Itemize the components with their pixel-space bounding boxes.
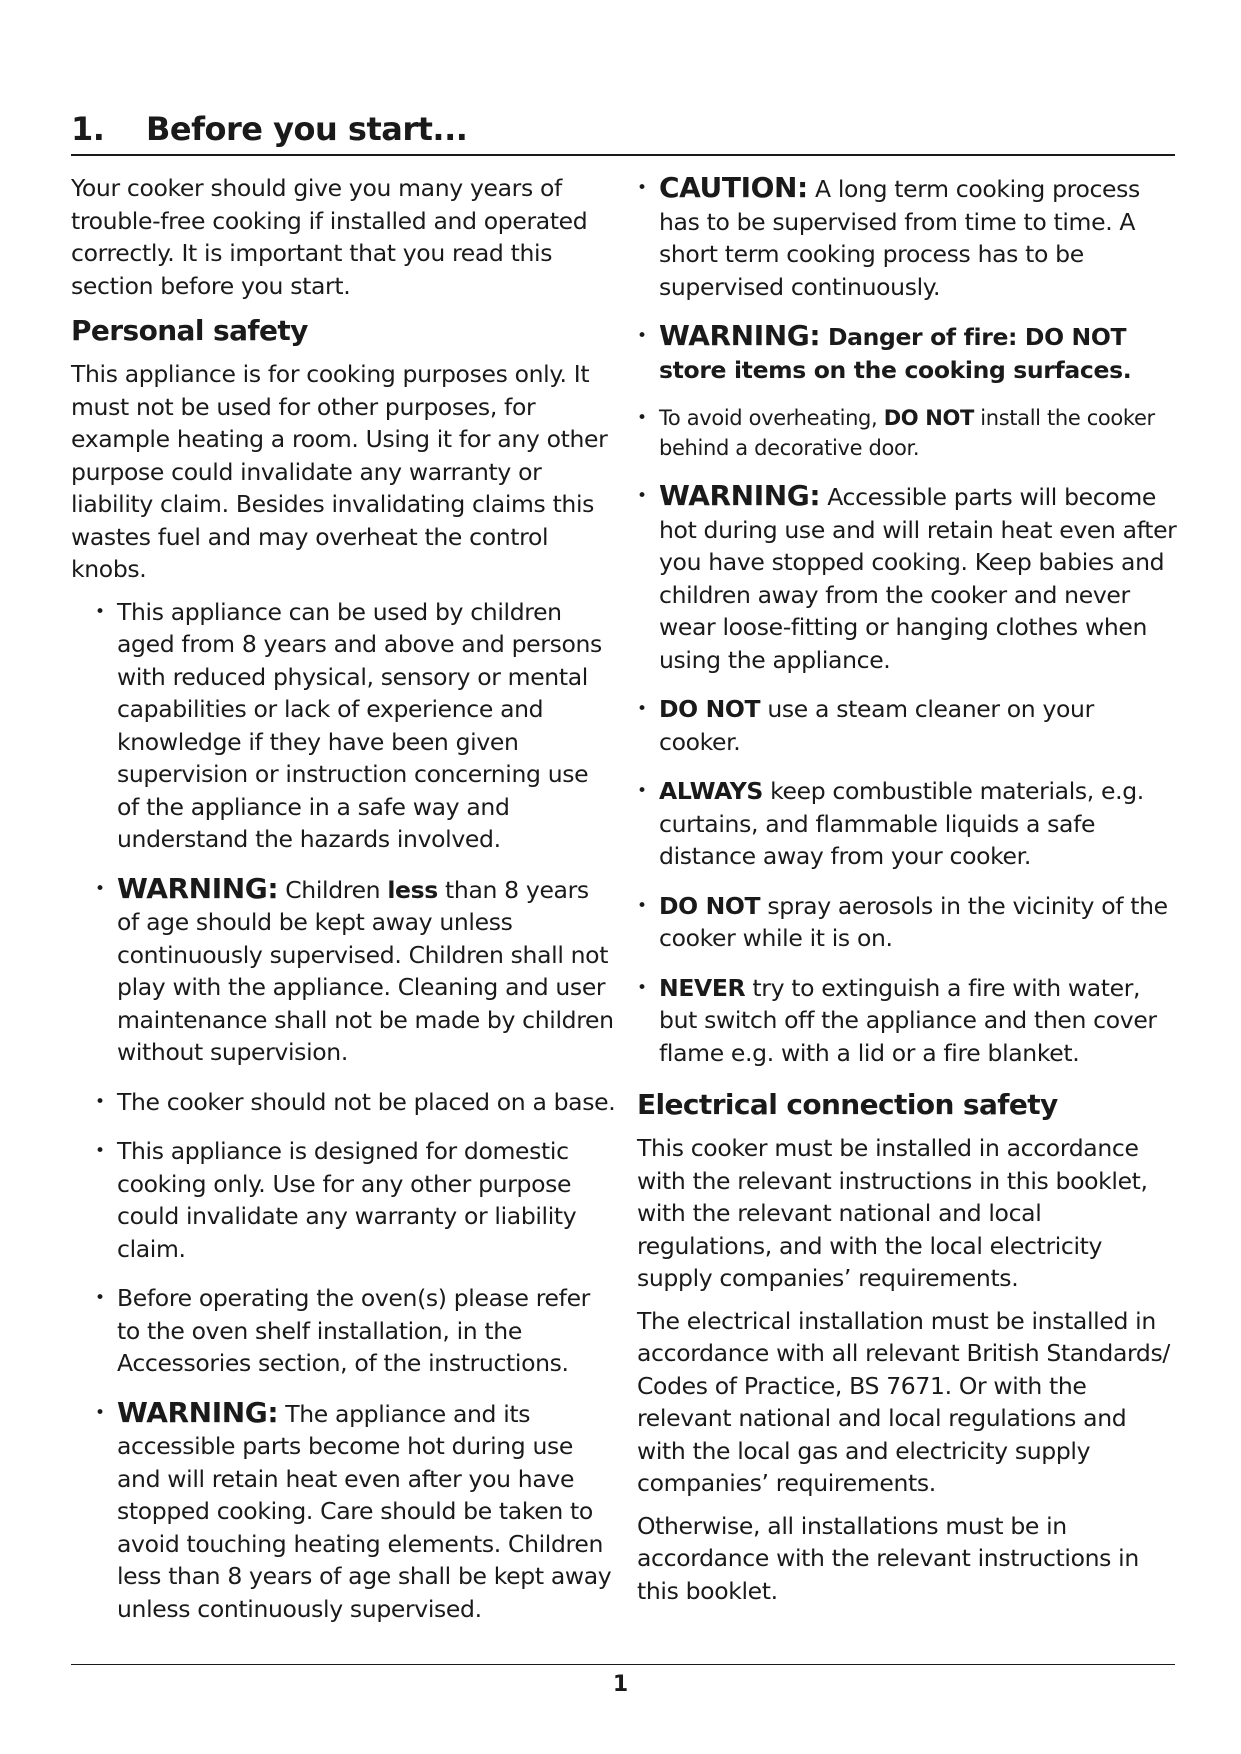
warning-label: WARNING:	[117, 871, 279, 905]
footer-divider	[71, 1664, 1175, 1665]
personal-safety-heading: Personal safety	[71, 314, 308, 347]
list-item: • ALWAYS keep combustible materials, e.g. curtains, and flammable liquids a safe distance away from your cooker.	[637, 775, 1177, 873]
list-item: • This appliance can be used by children aged from 8 years and above and persons with reduced physical, sensory or mental capabilities or lack of experience and knowledge if they have been given supervision or instruction concerning use of the appliance in a safe way and understand the hazards involved.	[95, 596, 616, 856]
list-item: • WARNING: Danger of fire: DO NOT store items on the cooking surfaces.	[637, 320, 1177, 386]
list-item: • CAUTION: A long term cooking process has to be supervised from time to time. A short term cooking process has to be supervised continuously.	[637, 172, 1177, 303]
warning-label: WARNING:	[117, 1395, 279, 1429]
list-item: • NEVER try to extinguish a fire with water, but switch off the appliance and then cover flame e.g. with a lid or a fire blanket.	[637, 972, 1177, 1070]
caution-label: CAUTION:	[659, 171, 808, 204]
electrical-paragraph: This cooker must be installed in accordance with the relevant instructions in this booklet, with the relevant national and local regulations, and with the local electricity supply companies’ requirements.	[637, 1134, 1148, 1292]
section-number: 1.	[71, 110, 105, 148]
list-item: • DO NOT use a steam cleaner on your cooker.	[637, 693, 1177, 758]
left-column	[71, 172, 616, 1642]
list-item: • This appliance is designed for domestic cooking only. Use for any other purpose could invalidate any warranty or liability claim.	[95, 1135, 616, 1265]
warning-label: WARNING:	[659, 319, 821, 352]
page-number: 1	[612, 1672, 629, 1697]
list-item: • Before operating the oven(s) please refer to the oven shelf installation, in the Accessories section, of the instructions.	[95, 1282, 616, 1380]
list-item: • To avoid overheating, DO NOT install the cooker behind a decorative door.	[637, 403, 1177, 463]
list-item: • The cooker should not be placed on a base.	[95, 1086, 616, 1119]
intro-paragraph: Your cooker should give you many years of trouble-free cooking if installed and operated correctly. It is important that you read this section before you start.	[71, 174, 588, 300]
list-item: • WARNING: Accessible parts will become hot during use and will retain heat even after you have stopped cooking. Keep babies and children away from the cooker and never wear loose-fitting or hanging clothes when using the appliance.	[637, 480, 1177, 676]
section-title: Before you start...	[146, 110, 468, 148]
list-item: • WARNING: The appliance and its accessible parts become hot during use and will retain heat even after you have stopped cooking. Care should be taken to avoid touching heating elements. Children less than 8 years of age shall be kept away unless continuously supervised.	[95, 1397, 616, 1626]
right-column	[637, 172, 1177, 1617]
electrical-paragraph: Otherwise, all installations must be in accordance with the relevant instructions in this booklet.	[637, 1511, 1139, 1605]
electrical-safety-heading: Electrical connection safety	[637, 1088, 1058, 1121]
safety-warnings-list	[637, 172, 1177, 1069]
personal-safety-intro: This appliance is for cooking purposes only. It must not be used for other purposes, for example heating a room. Using it for any other purpose could invalidate any warranty or liability claim. Besides invalidating claims this wastes fuel and may overheat the control knobs.	[71, 360, 608, 583]
personal-safety-list	[95, 596, 616, 1626]
warning-label: WARNING:	[659, 479, 821, 512]
page-title	[71, 110, 1175, 156]
list-item: • DO NOT spray aerosols in the vicinity of the cooker while it is on.	[637, 890, 1177, 955]
electrical-paragraph: The electrical installation must be installed in accordance with all relevant British Standards/ Codes of Practice, BS 7671. Or with the relevant national and local regulations and with the local gas and electricity supply companies’ requirements.	[637, 1306, 1170, 1497]
list-item: • WARNING: Children less than 8 years of age should be kept away unless continuously supervised. Children shall not play with the appliance. Cleaning and user maintenance shall not be made by children without supervision.	[95, 873, 616, 1069]
